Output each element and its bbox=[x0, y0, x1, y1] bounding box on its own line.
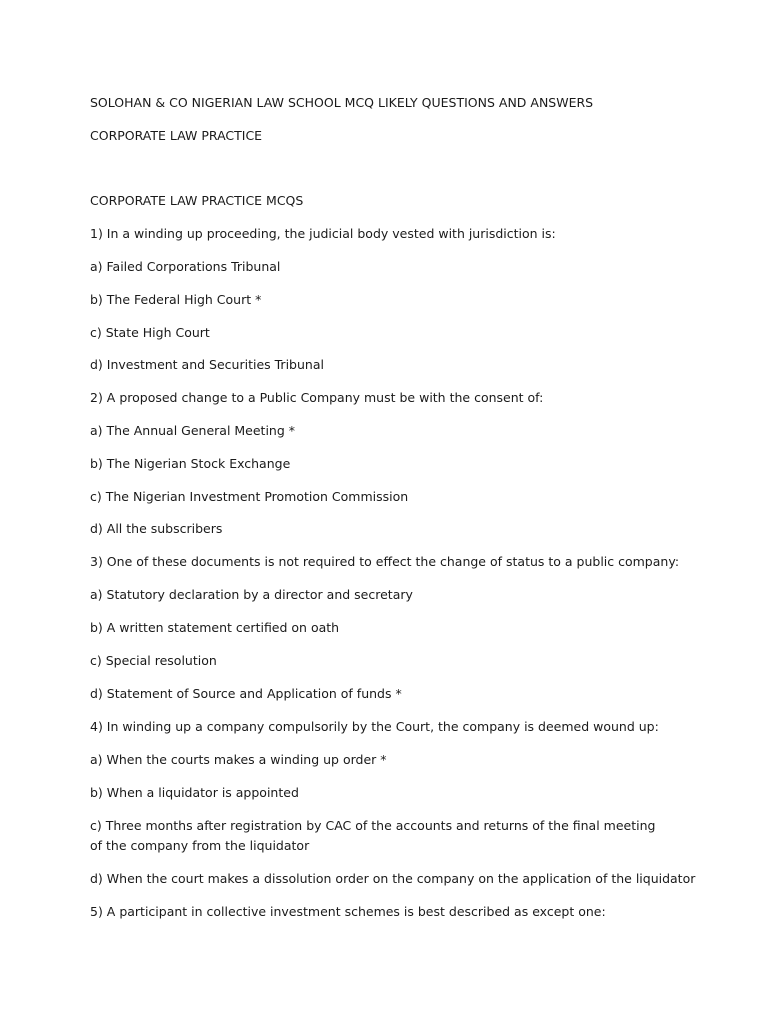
question-1-option-a: a) Failed Corporations Tribunal bbox=[90, 259, 281, 274]
question-2: 2) A proposed change to a Public Company must be with the consent of: bbox=[90, 390, 544, 405]
document-header: SOLOHAN & CO NIGERIAN LAW SCHOOL MCQ LIKELY QUESTIONS AND ANSWERS bbox=[90, 95, 594, 110]
question-1-option-d: d) Investment and Securities Tribunal bbox=[90, 357, 324, 372]
question-3-option-d: d) Statement of Source and Application of funds * bbox=[90, 686, 402, 701]
question-2-option-c: c) The Nigerian Investment Promotion Commission bbox=[90, 489, 409, 504]
document-subject: CORPORATE LAW PRACTICE bbox=[90, 128, 263, 143]
question-3-option-c: c) Special resolution bbox=[90, 653, 217, 668]
question-3-option-b: b) A written statement certified on oath bbox=[90, 620, 340, 635]
question-4-option-a: a) When the courts makes a winding up order * bbox=[90, 752, 387, 767]
question-1-option-c: c) State High Court bbox=[90, 325, 210, 340]
question-5: 5) A participant in collective investment schemes is best described as except one: bbox=[90, 904, 606, 919]
question-3: 3) One of these documents is not required to effect the change of status to a public company: bbox=[90, 554, 680, 569]
question-1: 1) In a winding up proceeding, the judicial body vested with jurisdiction is: bbox=[90, 226, 556, 241]
question-4-option-d: d) When the court makes a dissolution order on the company on the application of the liquidator bbox=[90, 871, 696, 886]
question-2-option-b: b) The Nigerian Stock Exchange bbox=[90, 456, 291, 471]
question-4-option-b: b) When a liquidator is appointed bbox=[90, 785, 299, 800]
question-2-option-d: d) All the subscribers bbox=[90, 521, 223, 536]
question-1-option-b: b) The Federal High Court * bbox=[90, 292, 262, 307]
section-title: CORPORATE LAW PRACTICE MCQS bbox=[90, 193, 304, 208]
question-2-option-a: a) The Annual General Meeting * bbox=[90, 423, 296, 438]
question-3-option-a: a) Statutory declaration by a director and secretary bbox=[90, 587, 413, 602]
question-4: 4) In winding up a company compulsorily by the Court, the company is deemed wound up: bbox=[90, 719, 659, 734]
question-4-option-c: c) Three months after registration by CAC of the accounts and returns of the final meeting of the company from the liquidator bbox=[90, 818, 656, 853]
